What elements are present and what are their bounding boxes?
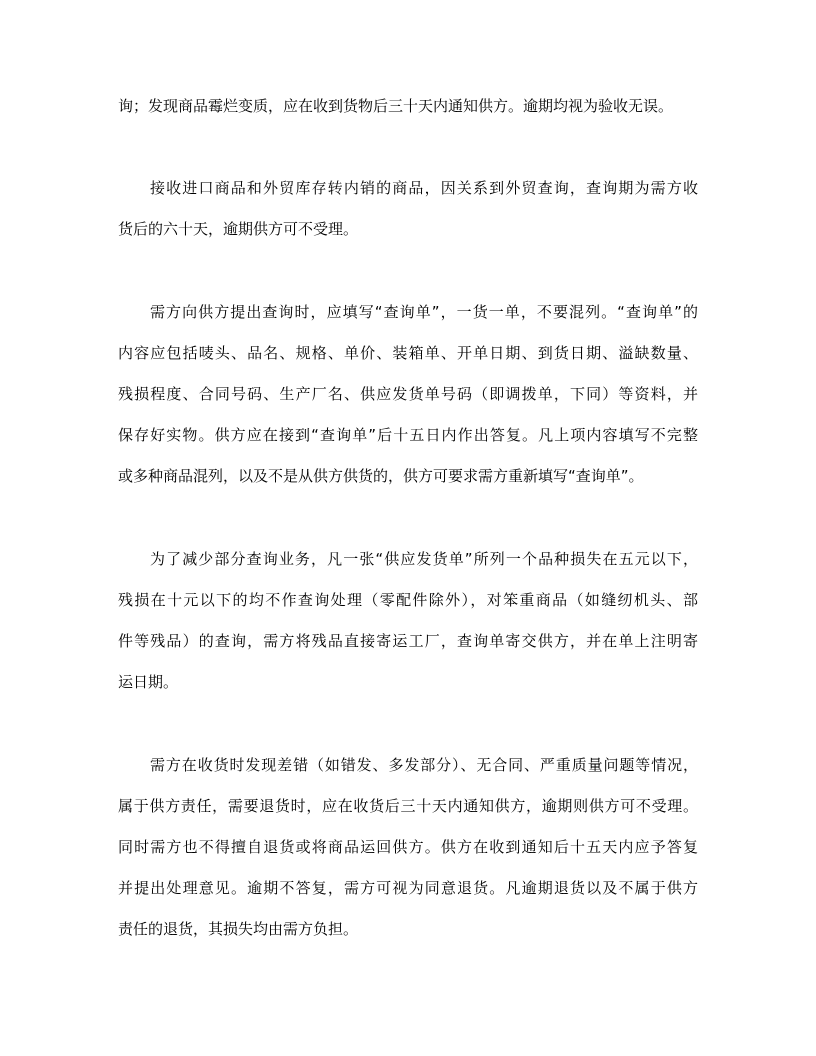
text-line: 为了减少部分查询业务，凡一张“供应发货单”所列一个品种损失在五元以下， [150,550,698,568]
text-line: 或多种商品混列，以及不是从供方供货的，供方可要求需方重新填写“查询单”。 [118,467,644,485]
text-line: 需方向供方提出查询时，应填写“查询单”，一货一单，不要混列。“查询单”的 [150,303,698,321]
text-line: 运日期。 [118,673,179,691]
text-line: 接收进口商品和外贸库存转内销的商品，因关系到外贸查询，查询期为需方收 [150,179,698,197]
text-line: 同时需方也不得擅自退货或将商品运回供方。供方在收到通知后十五天内应予答复 [118,838,698,856]
text-line: 责任的退货，其损失均由需方负担。 [118,920,359,938]
text-line: 需方在收货时发现差错（如错发、多发部分）、无合同、严重质量问题等情况， [150,756,698,774]
text-line: 并提出处理意见。逾期不答复，需方可视为同意退货。凡逾期退货以及不属于供方 [118,879,698,897]
text-line: 残损在十元以下的均不作查询处理（零配件除外），对笨重商品（如缝纫机头、部 [118,591,698,609]
text-line: 内容应包括唛头、品名、规格、单价、装箱单、开单日期、到货日期、溢缺数量、 [118,344,698,362]
text-line: 货后的六十天，逾期供方可不受理。 [118,220,359,238]
text-line: 保存好实物。供方应在接到“查询单”后十五日内作出答复。凡上项内容填写不完整 [118,426,698,444]
text-line: 件等残品）的查询，需方将残品直接寄运工厂，查询单寄交供方，并在单上注明寄 [118,632,698,650]
text-line: 残损程度、合同号码、生产厂名、供应发货单号码（即调拨单，下同）等资料，并 [118,385,698,403]
text-line: 询；发现商品霉烂变质，应在收到货物后三十天内通知供方。逾期均视为验收无误。 [118,97,674,115]
text-line: 属于供方责任，需要退货时，应在收货后三十天内通知供方，逾期则供方可不受理。 [118,797,698,815]
